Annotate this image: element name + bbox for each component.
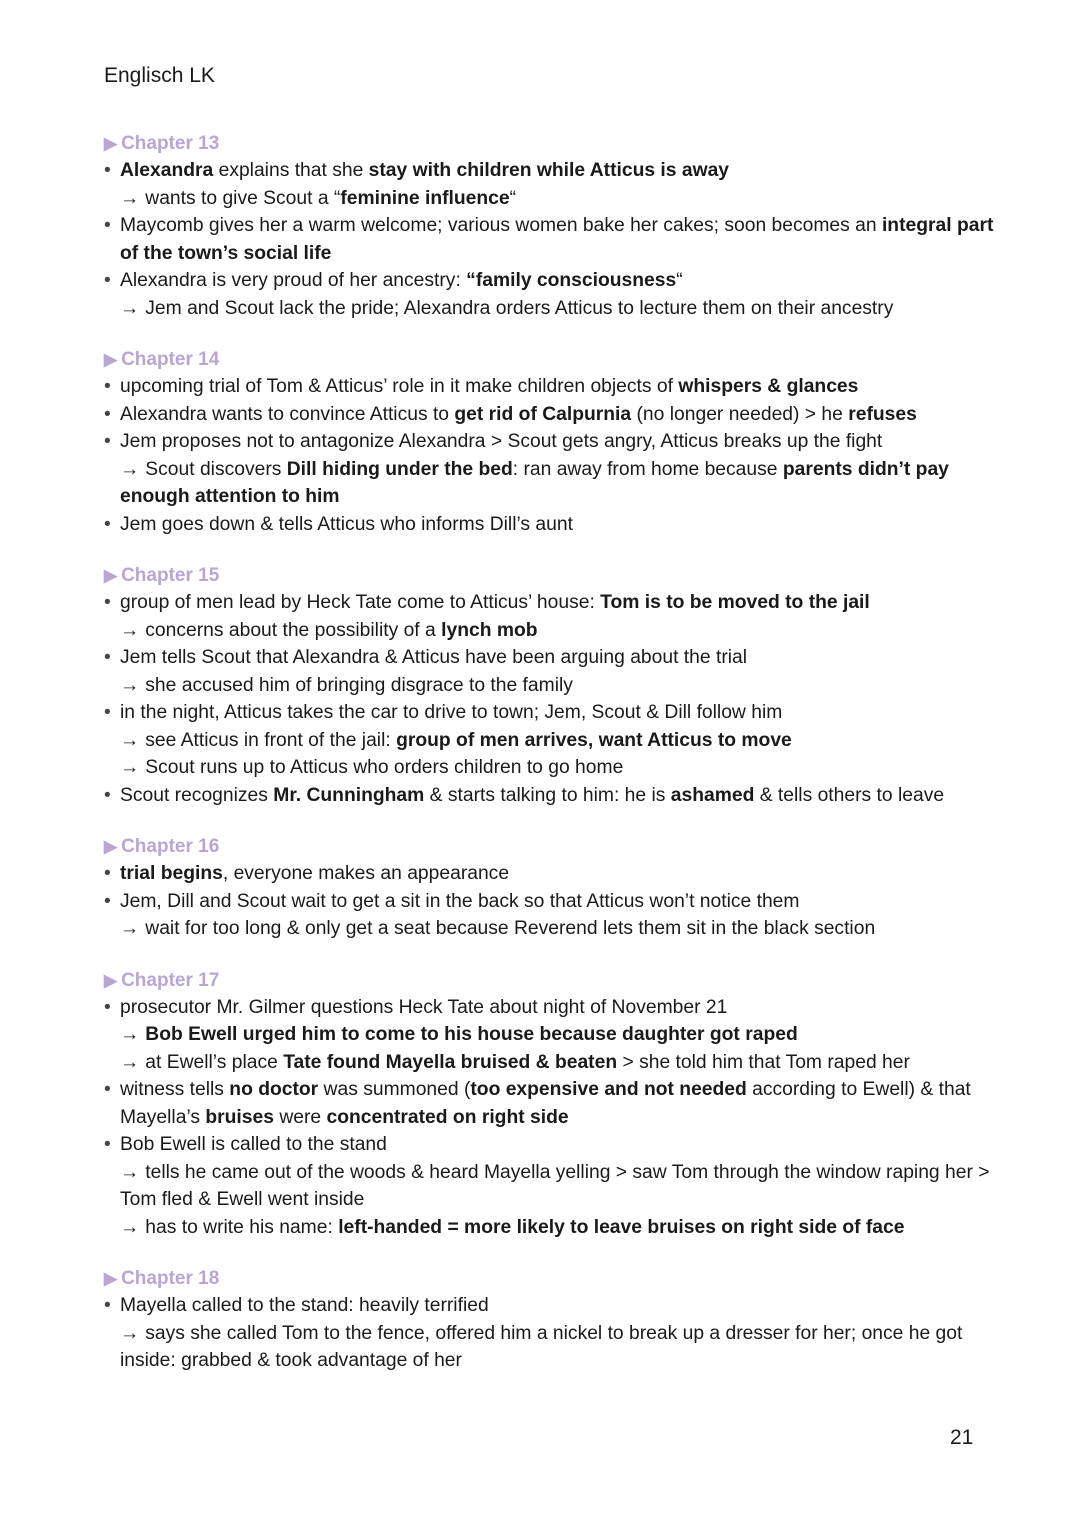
arrow-right-icon: →: [120, 757, 140, 778]
chapter-heading-label: Chapter 13: [121, 133, 220, 154]
sub-point: [104, 915, 1004, 943]
sub-point: [104, 185, 1004, 213]
triangle-right-icon: ▶: [104, 837, 118, 856]
sub-point: [104, 456, 1004, 511]
text-run: Scout runs up to Atticus who orders children to go home: [145, 757, 624, 778]
bullet-dot-icon: •: [104, 702, 111, 723]
page-header-title: Englisch LK: [104, 64, 215, 87]
emphasized-text: feminine influence: [340, 187, 510, 209]
text-run: has to write his name:: [145, 1216, 339, 1238]
emphasized-text: group of men arrives, want Atticus to move: [396, 729, 792, 751]
bullet-dot-icon: •: [104, 376, 111, 397]
triangle-right-icon: ▶: [104, 350, 118, 369]
text-run: & tells others to leave: [754, 784, 945, 806]
page-number: 21: [950, 1426, 974, 1449]
text-run: explains that she: [213, 160, 369, 181]
text-run: says she called Tom to the fence, offered him a nickel to break up a dresser for her; once he got inside: grabbed & took advantage of her: [120, 1322, 963, 1371]
emphasized-text: concentrated on right side: [326, 1106, 569, 1128]
text-run: > she told him that Tom raped her: [617, 1051, 910, 1073]
bullet-point: [104, 212, 1004, 267]
text-run: “: [676, 270, 683, 291]
bullet-dot-icon: •: [104, 403, 111, 425]
sub-point: [104, 1320, 1004, 1375]
sub-point: [104, 1021, 1004, 1049]
chapter-heading: [104, 1265, 1004, 1292]
arrow-right-icon: →: [120, 1024, 140, 1045]
sub-point: [104, 1049, 1004, 1077]
text-run: , everyone makes an appearance: [222, 863, 510, 884]
emphasized-text: Dill hiding under the bed: [286, 458, 513, 480]
text-run: was summoned (: [318, 1079, 471, 1100]
sub-point: [104, 617, 1004, 645]
sub-point: [104, 1214, 1004, 1242]
notes-content: [104, 130, 1004, 1399]
chapter-section: [104, 1265, 1004, 1375]
sub-point: [104, 754, 1004, 782]
bullet-dot-icon: •: [104, 890, 111, 912]
bullet-dot-icon: •: [104, 215, 111, 236]
chapter-heading: [104, 833, 1004, 860]
triangle-right-icon: ▶: [104, 566, 118, 585]
bullet-point: [104, 267, 1004, 295]
bullet-point: [104, 428, 1004, 456]
arrow-right-icon: →: [120, 674, 140, 696]
text-run: upcoming trial of Tom & Atticus’ role in it make children objects of: [120, 376, 679, 397]
sub-point: [104, 727, 1004, 755]
text-run: “: [509, 187, 517, 209]
chapter-section: [104, 833, 1004, 943]
emphasized-text: trial begins: [120, 863, 223, 884]
chapter-section: [104, 562, 1004, 809]
text-run: concerns about the possibility of a: [145, 619, 442, 641]
bullet-point: [104, 994, 1004, 1022]
text-run: witness tells: [120, 1079, 230, 1100]
text-run: in the night, Atticus takes the car to drive to town; Jem, Scout & Dill follow him: [120, 702, 783, 723]
emphasized-text: bruises: [205, 1106, 274, 1128]
emphasized-text: Mr. Cunningham: [273, 784, 425, 806]
triangle-right-icon: ▶: [104, 1269, 118, 1288]
chapter-heading-label: Chapter 15: [121, 565, 220, 586]
chapter-heading-label: Chapter 14: [121, 349, 220, 370]
bullet-dot-icon: •: [104, 784, 111, 806]
emphasized-text: Tate found Mayella bruised & beaten: [283, 1051, 618, 1073]
emphasized-text: lynch mob: [441, 619, 538, 641]
arrow-right-icon: →: [120, 187, 140, 209]
bullet-point: [104, 860, 1004, 888]
emphasized-text: stay with children while Atticus is away: [368, 160, 730, 181]
emphasized-text: “family consciousness: [466, 270, 677, 291]
emphasized-text: Bob Ewell urged him to come to his house because daughter got raped: [145, 1024, 798, 1045]
text-run: tells he came out of the woods & heard Mayella yelling > saw Tom through the window raping her > Tom fled & Ewell went inside: [120, 1161, 990, 1210]
bullet-dot-icon: •: [104, 996, 111, 1018]
chapter-heading-label: Chapter 18: [121, 1268, 220, 1289]
emphasized-text: Tom is to be moved to the jail: [600, 592, 870, 613]
text-run: group of men lead by Heck Tate come to Atticus’ house:: [120, 592, 601, 613]
bullet-dot-icon: •: [104, 1134, 111, 1155]
bullet-dot-icon: •: [104, 592, 111, 613]
bullet-point: [104, 699, 1004, 727]
sub-point: [104, 295, 1004, 323]
arrow-right-icon: →: [120, 1216, 140, 1238]
emphasized-text: Alexandra: [120, 160, 214, 181]
chapter-heading: [104, 967, 1004, 994]
bullet-dot-icon: •: [104, 863, 111, 884]
chapter-section: [104, 967, 1004, 1242]
chapter-heading-label: Chapter 17: [121, 969, 220, 991]
bullet-dot-icon: •: [104, 270, 111, 291]
triangle-right-icon: ▶: [104, 134, 118, 153]
arrow-right-icon: →: [120, 1322, 140, 1344]
text-run: she accused him of bringing disgrace to the family: [145, 674, 573, 696]
chapter-section: [104, 346, 1004, 538]
bullet-point: [104, 1131, 1004, 1159]
text-run: according to Ewell) & that Mayella’s: [120, 1079, 971, 1128]
text-run: : ran away from home because: [512, 458, 783, 480]
bullet-dot-icon: •: [104, 160, 111, 181]
emphasized-text: no doctor: [229, 1079, 319, 1100]
bullet-dot-icon: •: [104, 647, 111, 668]
bullet-point: [104, 644, 1004, 672]
emphasized-text: ashamed: [670, 784, 755, 806]
bullet-point: [104, 157, 1004, 185]
emphasized-text: get rid of Calpurnia: [454, 403, 632, 425]
emphasized-text: left-handed = more likely to leave bruises on right side of face: [338, 1216, 905, 1238]
emphasized-text: whispers & glances: [678, 376, 859, 397]
text-run: Scout discovers: [145, 458, 287, 480]
bullet-point: [104, 1076, 1004, 1131]
text-run: were: [273, 1106, 327, 1128]
chapter-section: [104, 130, 1004, 322]
emphasized-text: too expensive and not needed: [470, 1079, 747, 1100]
arrow-right-icon: →: [120, 1051, 140, 1073]
chapter-heading: [104, 562, 1004, 589]
chapter-heading-label: Chapter 16: [121, 836, 220, 857]
bullet-point: [104, 888, 1004, 916]
sub-point: [104, 1159, 1004, 1214]
arrow-right-icon: →: [120, 729, 140, 751]
bullet-dot-icon: •: [104, 1079, 111, 1100]
text-run: Scout recognizes: [120, 784, 274, 806]
arrow-right-icon: →: [120, 619, 140, 641]
text-run: Bob Ewell is called to the stand: [120, 1134, 387, 1155]
text-run: (no longer needed) > he: [631, 403, 849, 425]
arrow-right-icon: →: [120, 918, 140, 939]
text-run: Mayella called to the stand: heavily terrified: [120, 1295, 489, 1316]
text-run: & starts talking to him: he is: [424, 784, 671, 806]
text-run: Jem proposes not to antagonize Alexandra > Scout gets angry, Atticus breaks up the fight: [120, 431, 883, 452]
text-run: wants to give Scout a “: [145, 187, 341, 209]
arrow-right-icon: →: [120, 458, 140, 480]
chapter-heading: [104, 346, 1004, 373]
bullet-dot-icon: •: [104, 431, 111, 452]
emphasized-text: refuses: [848, 403, 917, 425]
text-run: Maycomb gives her a warm welcome; various women bake her cakes; soon becomes an: [120, 215, 882, 236]
text-run: Jem, Dill and Scout wait to get a sit in the back so that Atticus won’t notice them: [120, 890, 800, 912]
text-run: see Atticus in front of the jail:: [145, 729, 397, 751]
triangle-right-icon: ▶: [104, 970, 118, 990]
bullet-point: [104, 782, 1004, 810]
text-run: Alexandra is very proud of her ancestry:: [120, 270, 467, 291]
bullet-point: [104, 401, 1004, 429]
bullet-point: [104, 1292, 1004, 1320]
bullet-dot-icon: •: [104, 1295, 111, 1316]
bullet-dot-icon: •: [104, 513, 111, 535]
chapter-heading: [104, 130, 1004, 157]
sub-point: [104, 672, 1004, 700]
text-run: prosecutor Mr. Gilmer questions Heck Tate about night of November 21: [120, 996, 728, 1018]
text-run: Alexandra wants to convince Atticus to: [120, 403, 455, 425]
emphasized-text: integral part of the town’s social life: [120, 215, 994, 264]
emphasized-text: parents didn’t pay enough attention to him: [120, 458, 949, 507]
text-run: Jem and Scout lack the pride; Alexandra orders Atticus to lecture them on their ancestry: [145, 297, 894, 319]
bullet-point: [104, 589, 1004, 617]
bullet-point: [104, 373, 1004, 401]
arrow-right-icon: →: [120, 297, 140, 319]
text-run: at Ewell’s place: [145, 1051, 284, 1073]
text-run: Jem goes down & tells Atticus who informs Dill’s aunt: [120, 513, 573, 535]
arrow-right-icon: →: [120, 1161, 140, 1183]
text-run: Jem tells Scout that Alexandra & Atticus have been arguing about the trial: [120, 647, 748, 668]
bullet-point: [104, 511, 1004, 539]
text-run: wait for too long & only get a seat because Reverend lets them sit in the black section: [145, 918, 876, 939]
